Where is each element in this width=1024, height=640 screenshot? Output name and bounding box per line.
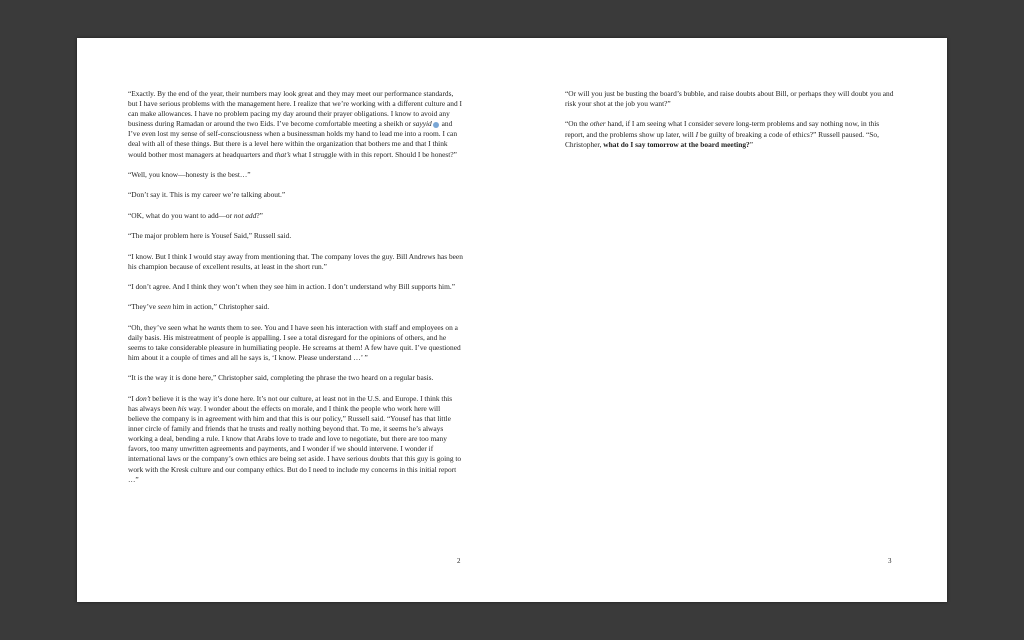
paragraph	[565, 89, 899, 109]
page-right	[512, 38, 947, 602]
paragraph	[128, 211, 463, 221]
paragraph	[128, 170, 463, 180]
text-run: believe it is the way it’s done here. It’s not our culture, at least not in the U.S. and Europe. I think this has always been	[128, 393, 453, 413]
text-run: “I don’t agree. And I think they won’t when they see him in action. I don’t understand why Bill supports him.”	[128, 282, 455, 291]
text-run: them to see. You and I have seen his interaction with staff and employees on a daily basis. His mistreatment of people is appalling. I see a total disregard for the opinions of others, and he seems to take considerable pleasure in humiliating people. He screams at them! A few have quit. I’ve questioned him about it a couple of times and all he says is, ‘I know. Please understand …’ ”	[128, 322, 461, 363]
paragraph	[128, 190, 463, 200]
text-run: “I know. But I think I would stay away from mentioning that. The company loves the guy. Bill Andrews has been his champion because of excellent results, at least in the short run.”	[128, 251, 463, 271]
paragraph	[128, 252, 463, 272]
right-page-text	[565, 89, 899, 160]
text-run: “Oh, they’ve seen what he	[128, 322, 209, 332]
text-run: ?”	[256, 210, 263, 220]
text-run: “I	[128, 393, 136, 403]
paragraph	[128, 231, 463, 241]
footnote-marker-icon[interactable]	[433, 122, 439, 128]
text-run: seen	[157, 302, 171, 312]
text-run: “OK, what do you want to add—or	[128, 210, 234, 220]
paragraph	[128, 282, 463, 292]
page-spread	[77, 38, 947, 602]
text-run: “It is the way it is done here,” Christopher said, completing the phrase the two heard on a regular basis.	[128, 373, 434, 383]
text-run: “They’ve	[128, 302, 158, 312]
page-left	[77, 38, 512, 602]
text-run: “Don’t say it. This is my career we’re talking about.”	[128, 190, 286, 200]
paragraph	[128, 373, 463, 383]
paragraph	[565, 119, 899, 149]
text-run: hand, if I am seeing what I consider severe long-term problems and say nothing now, in this report, and the problems show up later, will	[565, 119, 880, 139]
text-run: not add	[233, 210, 257, 220]
paragraph	[128, 302, 463, 312]
text-run: wants	[208, 322, 226, 332]
text-run: ”	[749, 139, 754, 149]
text-run: other	[590, 119, 606, 129]
text-run: what I struggle with in this report. Should I be honest?”	[290, 149, 457, 159]
paragraph	[128, 394, 463, 485]
text-run: and I’ve even lost my sense of self-consciousness when a businessman holds my hand to lead me into a room. I can deal with all of these things. But there is a level here within the organization that bothers me and that I think would bother most managers at headquarters and	[128, 119, 458, 159]
text-run: be guilty of breaking a code of ethics?” Russell paused. “So, Christopher,	[565, 129, 879, 149]
paragraph	[128, 89, 463, 160]
text-run: what do I say tomorrow at the board meeting?	[603, 139, 750, 149]
text-run: “The major problem here is Yousef Said,” Russell said.	[128, 231, 292, 241]
text-run: “Or will you just be busting the board’s bubble, and raise doubts about Bill, or perhaps they will doubt you and risk your shot at the job you want?”	[565, 89, 894, 109]
text-run: sayyid	[412, 119, 432, 129]
page-number-right: 3	[888, 557, 892, 565]
text-run: “Exactly. By the end of the year, their numbers may look great and they may meet our performance standards, but I have serious problems with the management here. I realize that we’re working with a different culture and I can make allowances. I have no problem pacing my day around their prayer obligations. I know to avoid any business during Ramadan or around the two Eids. I’ve become comfortable meeting a sheikh or	[128, 89, 462, 129]
text-run: don’t	[135, 393, 151, 403]
paragraph	[128, 323, 463, 363]
text-run: him in action,” Christopher said.	[170, 302, 270, 312]
page-number-left: 2	[457, 557, 461, 565]
left-page-text	[128, 89, 463, 495]
text-run: “On the	[565, 119, 591, 129]
text-run: I	[695, 129, 699, 139]
text-run: “Well, you know—honesty is the best…”	[128, 169, 251, 179]
text-run: way. I wonder about the effects on morale, and I think the people who work here will believe the company is in agreement with him and that this is our policy,” Russell said. “Yousef has that little inner circle of family and friends that he trusts and really nothing beyond that. To me, it seems he’s always working a deal, bending a rule. I know that Arabs love to trade and love to negotiate, but there are too many favors, too many unwritten agreements and payments, and I wonder if we should intervene. I wonder if international laws or the company’s own ethics are being set aside. I have serious doubts that this guy is going to work with the Kresk culture and our company ethics. But do I need to include my concerns in this initial report …”	[128, 403, 462, 484]
text-run: that’s	[274, 149, 291, 159]
text-run: his	[177, 403, 187, 413]
